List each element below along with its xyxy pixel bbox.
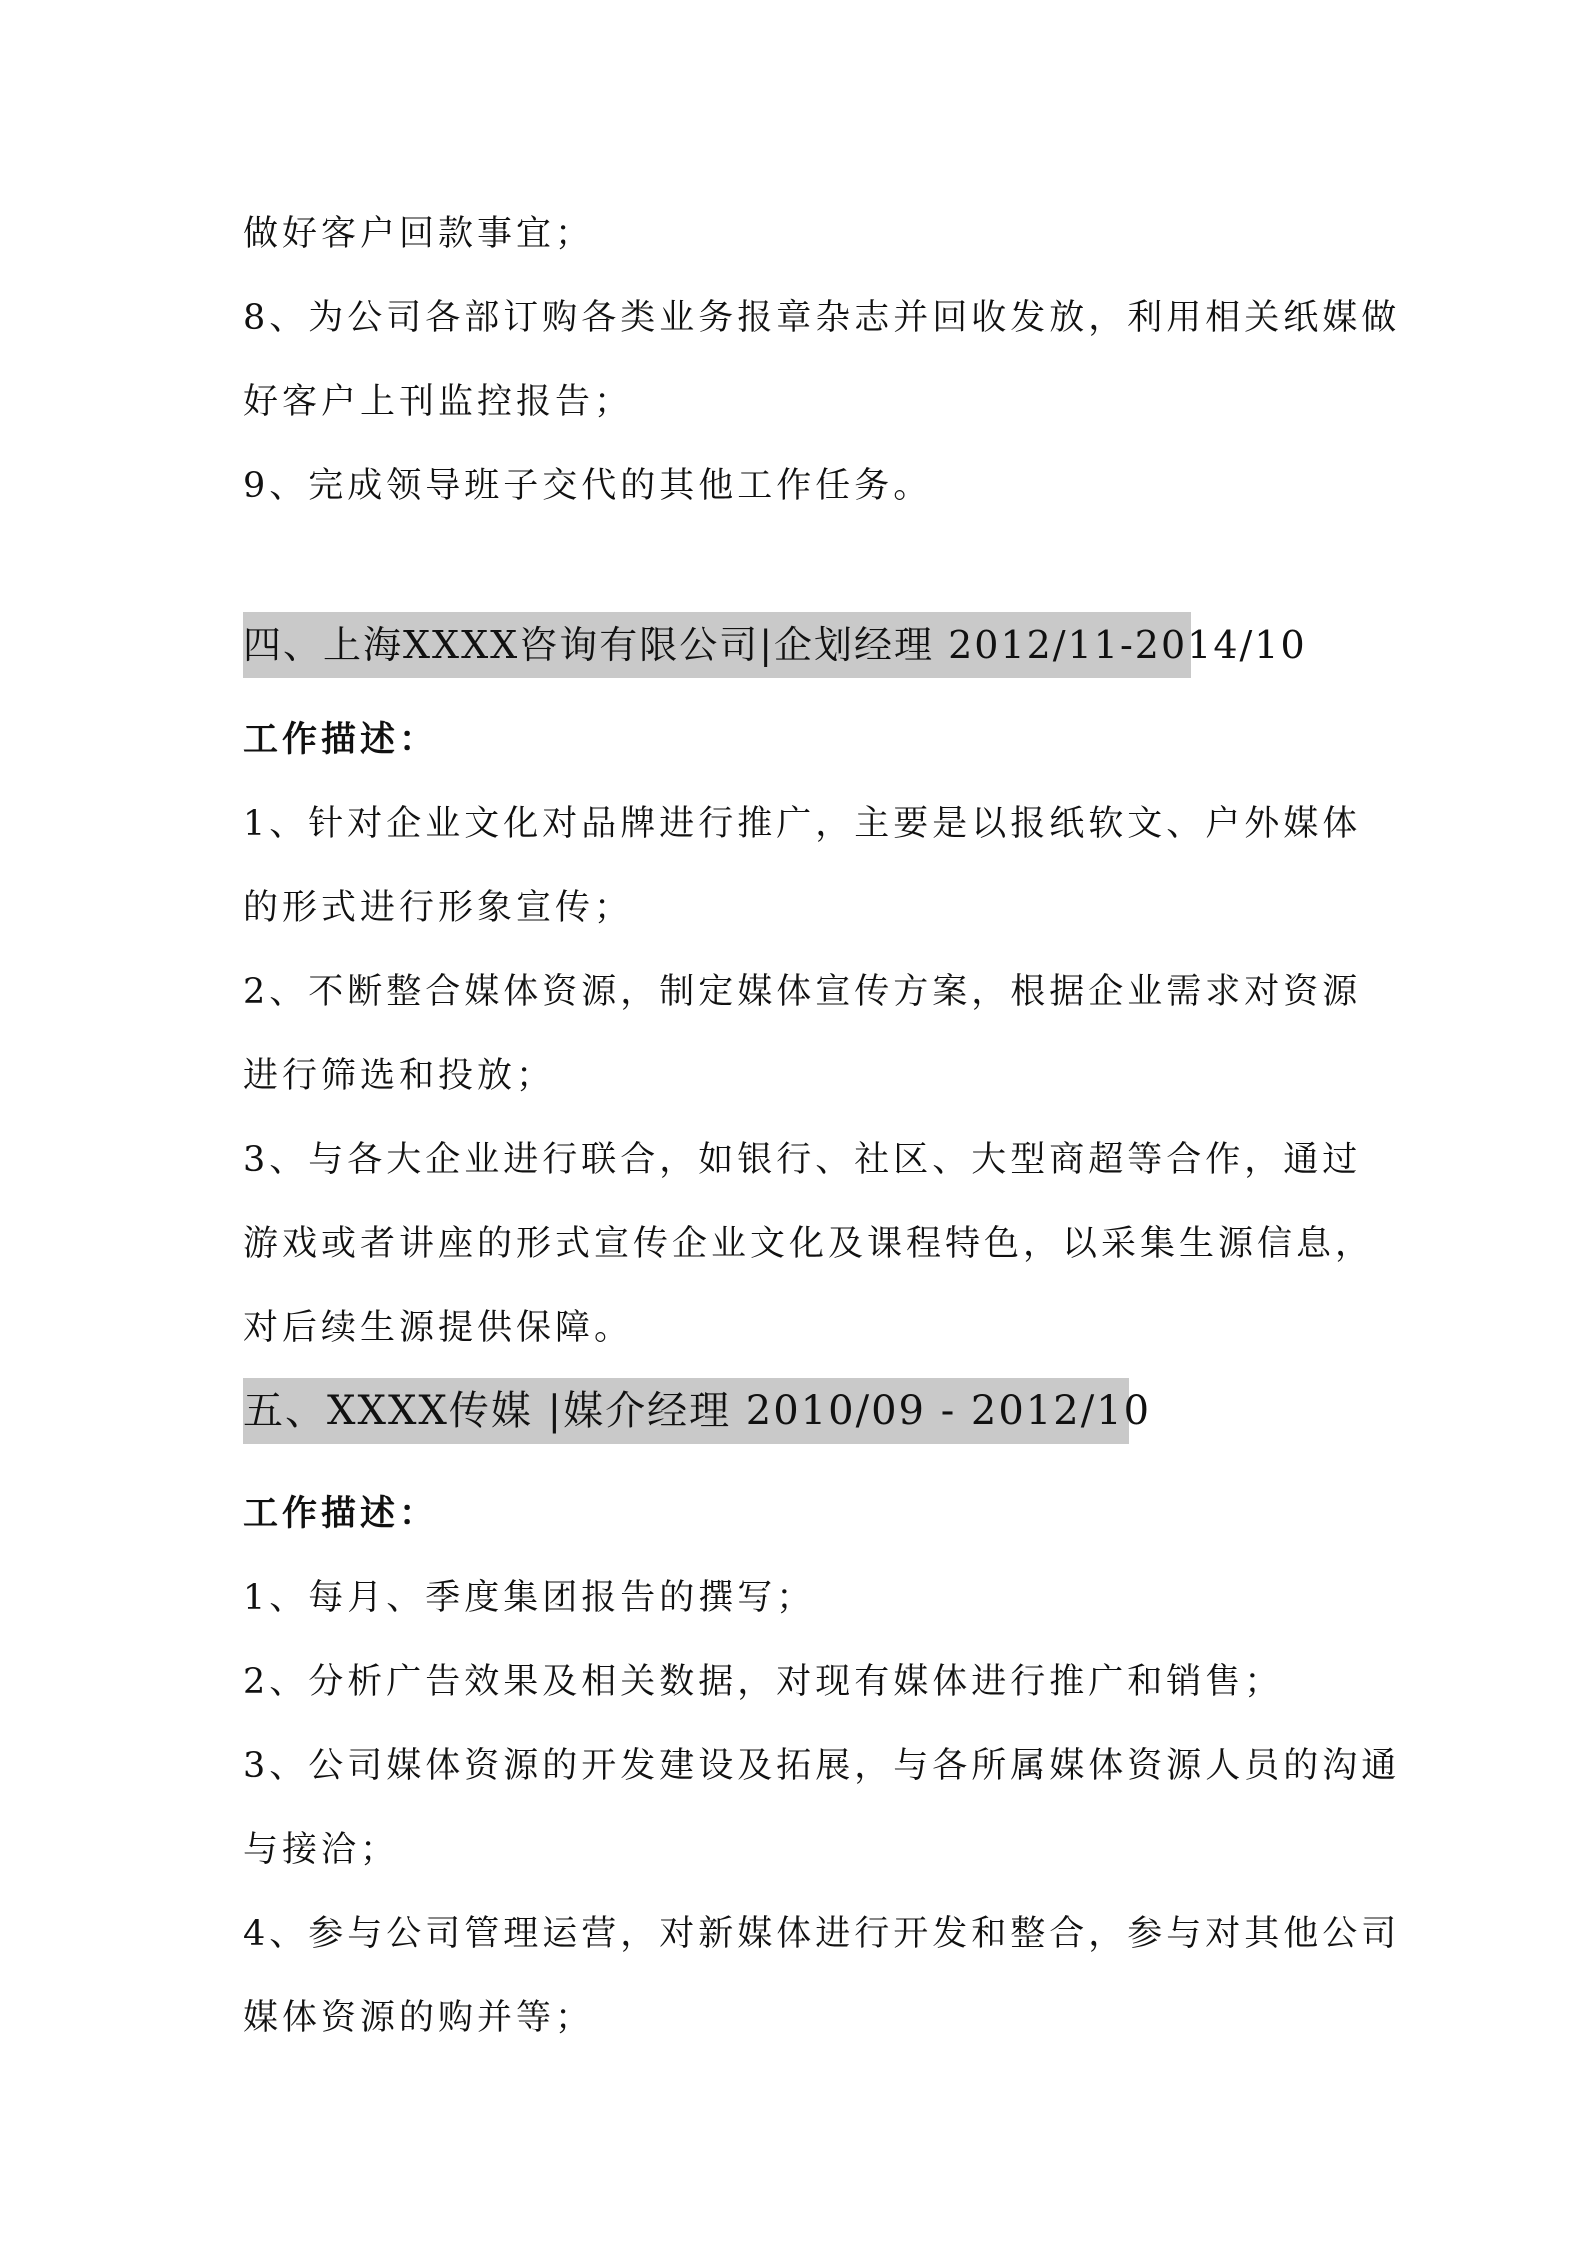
section-4-label: 工作描述： <box>243 719 439 760</box>
section-5-line-5: 4、参与公司管理运营，对新媒体进行开发和整合，参与对其他公司 <box>243 1914 1401 1954</box>
section-5-heading: 五、XXXX传媒 |媒介经理 2010/09 - 2012/10 <box>243 1378 1129 1444</box>
section-4-heading: 四、上海XXXX咨询有限公司|企划经理 2012/11-2014/10 <box>243 612 1191 678</box>
section-4-line-6: 游戏或者讲座的形式宣传企业文化及课程特色，以采集生源信息， <box>243 1224 1375 1264</box>
section-5-line-6: 媒体资源的购并等； <box>243 1998 595 2038</box>
section-5-line-3: 3、公司媒体资源的开发建设及拓展，与各所属媒体资源人员的沟通 <box>243 1746 1401 1786</box>
section-4-line-5: 3、与各大企业进行联合，如银行、社区、大型商超等合作，通过 <box>243 1140 1362 1180</box>
section-4-line-1: 1、针对企业文化对品牌进行推广，主要是以报纸软文、户外媒体 <box>243 804 1362 844</box>
section-5-line-1: 1、每月、季度集团报告的撰写； <box>243 1578 816 1618</box>
section-4-line-3: 2、不断整合媒体资源，制定媒体宣传方案，根据企业需求对资源 <box>243 972 1362 1012</box>
continued-line-4: 9、完成领导班子交代的其他工作任务。 <box>243 466 933 506</box>
continued-line-1: 做好客户回款事宜； <box>243 214 595 254</box>
continued-line-2: 8、为公司各部订购各类业务报章杂志并回收发放，利用相关纸媒做 <box>243 298 1401 338</box>
section-5-label: 工作描述： <box>243 1493 439 1534</box>
section-4-line-7: 对后续生源提供保障。 <box>243 1308 634 1348</box>
section-5-line-2: 2、分析广告效果及相关数据，对现有媒体进行推广和销售； <box>243 1662 1284 1702</box>
section-4-line-4: 进行筛选和投放； <box>243 1056 556 1096</box>
section-4-line-2: 的形式进行形象宣传； <box>243 888 634 928</box>
continued-line-3: 好客户上刊监控报告； <box>243 382 634 422</box>
section-5-line-4: 与接洽； <box>243 1830 400 1870</box>
